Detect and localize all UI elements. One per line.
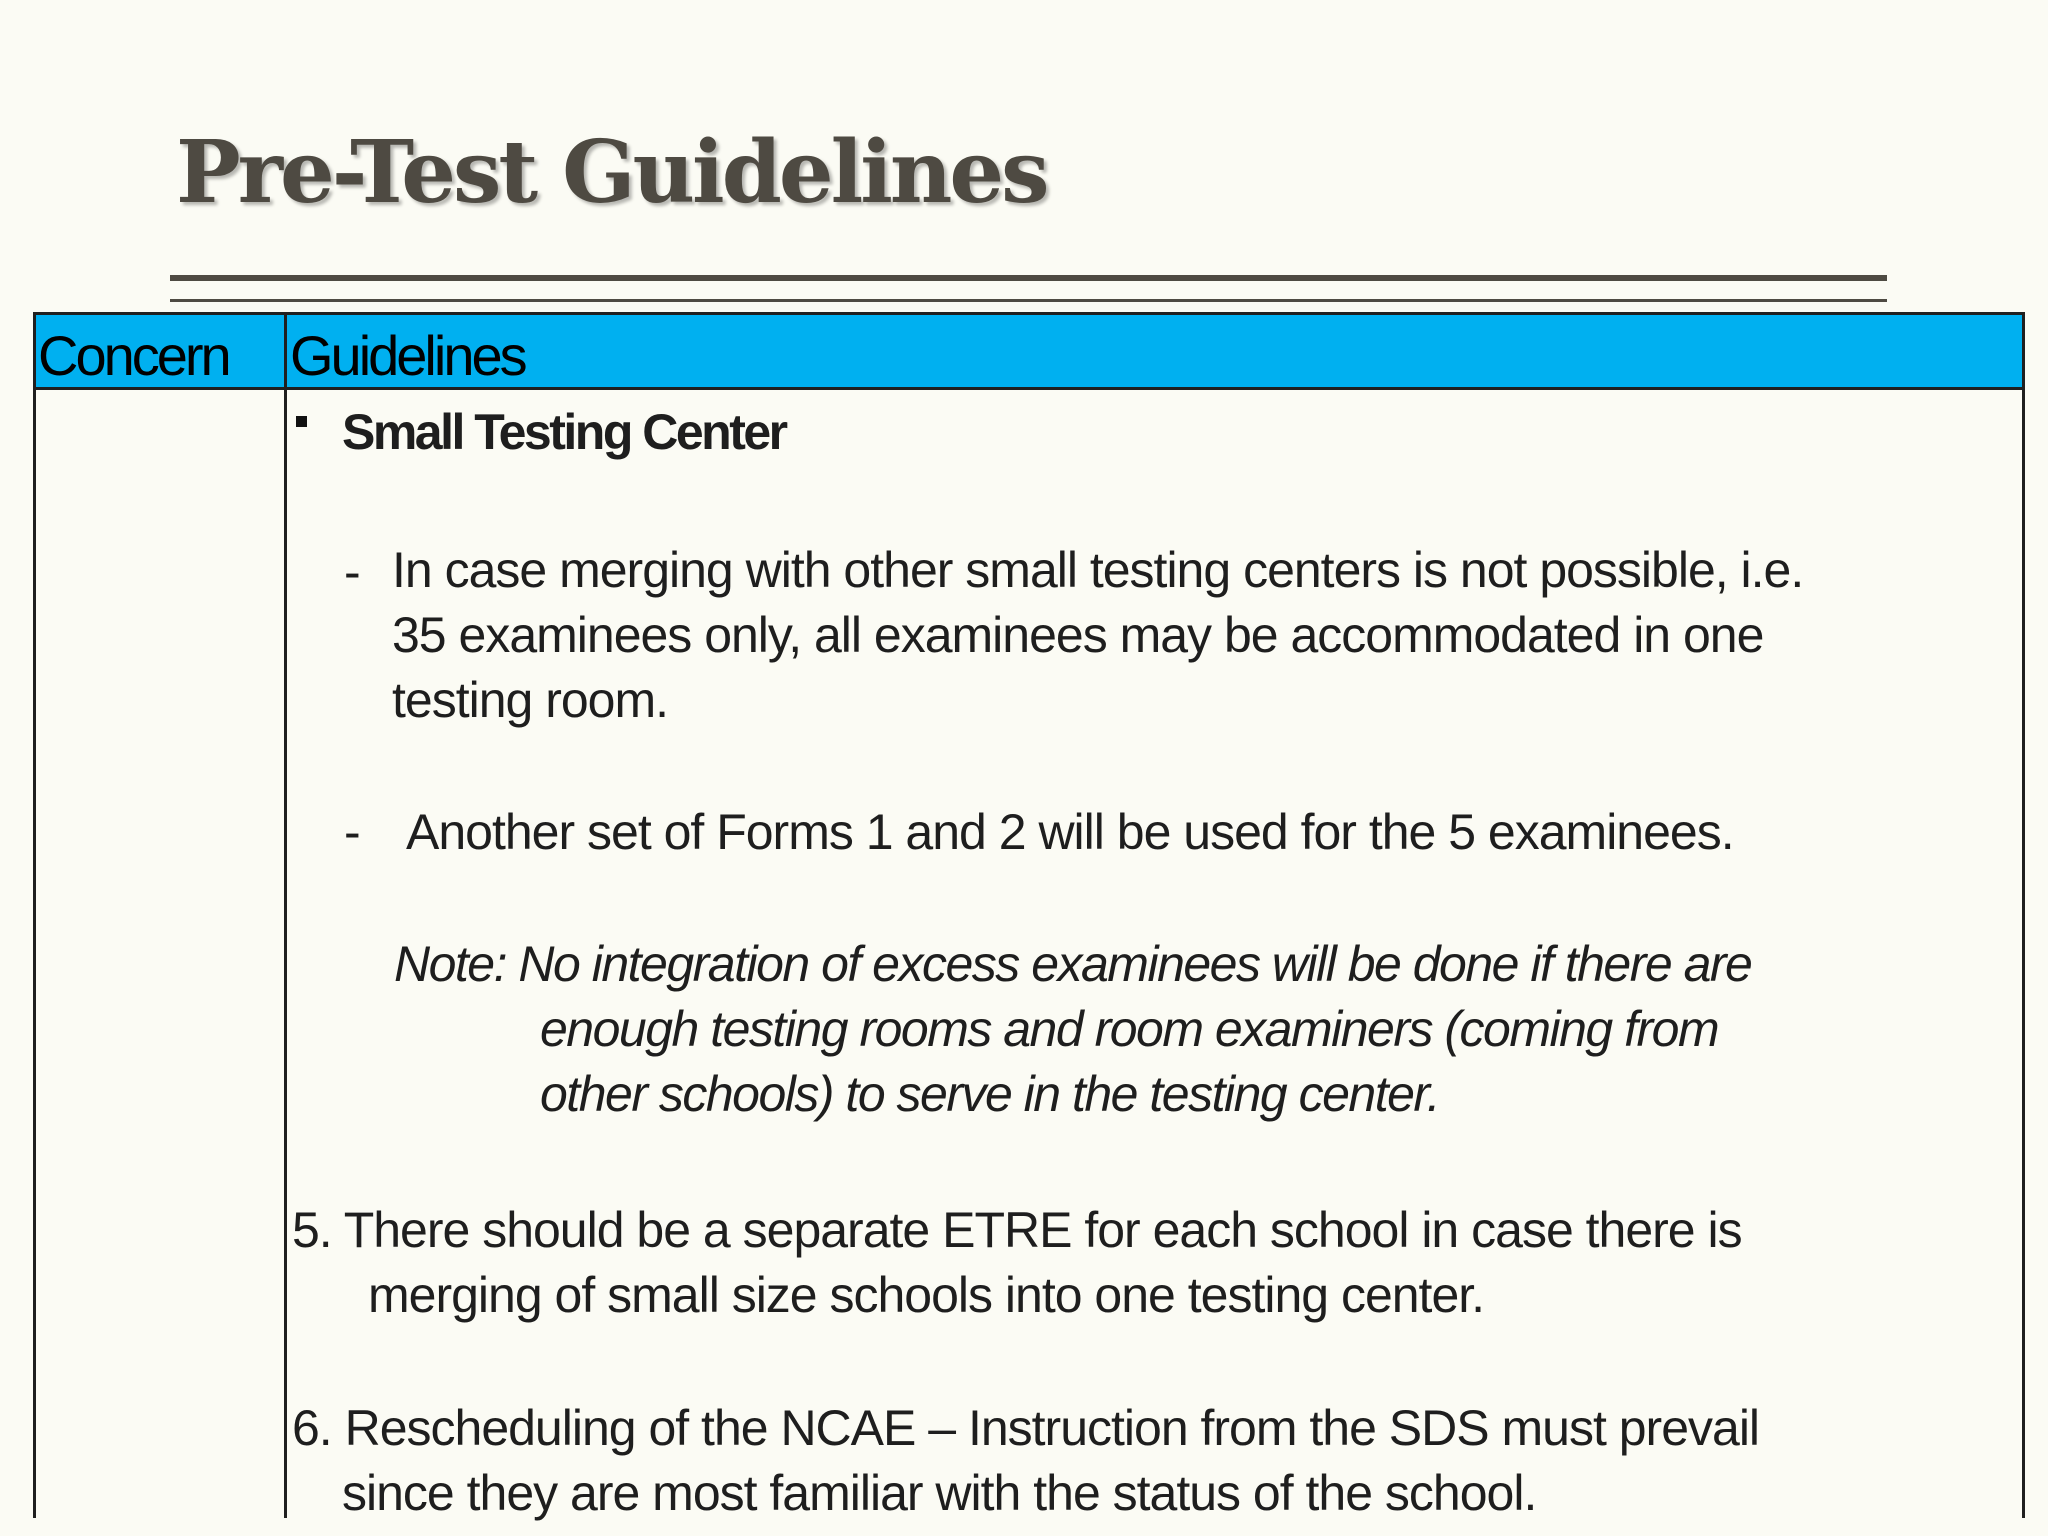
bullet-heading: Small Testing Center <box>342 404 786 460</box>
guideline-item-line: testing room. <box>392 672 669 728</box>
numbered-item-line: since they are most familiar with the status of the school. <box>342 1465 1537 1521</box>
note-line: enough testing rooms and room examiners (coming from <box>540 1001 1719 1057</box>
column-divider <box>284 312 287 1518</box>
header-concern: Concern <box>38 324 229 387</box>
guideline-item-line: In case merging with other small testing centers is not possible, i.e. <box>392 542 1804 598</box>
title-rule-thin <box>170 299 1887 302</box>
note-line: other schools) to serve in the testing center. <box>540 1066 1440 1122</box>
note-line: Note: No integration of excess examinees will be done if there are <box>394 936 1752 992</box>
dash-marker: - <box>344 544 361 600</box>
table-frame <box>33 312 2025 1518</box>
header-guidelines: Guidelines <box>290 324 525 387</box>
dash-marker: - <box>344 804 361 860</box>
numbered-item-line: 6. Rescheduling of the NCAE – Instruction from the SDS must prevail <box>292 1400 1760 1456</box>
title-rule-thick <box>170 275 1887 281</box>
numbered-item-line: 5. There should be a separate ETRE for each school in case there is <box>292 1202 1742 1258</box>
slide-title: Pre-Test Guidelines <box>176 122 1047 223</box>
guideline-item-line: 35 examinees only, all examinees may be accommodated in one <box>392 607 1764 663</box>
guideline-item-line: Another set of Forms 1 and 2 will be used for the 5 examinees. <box>406 804 1734 860</box>
numbered-item-line: merging of small size schools into one testing center. <box>368 1267 1485 1323</box>
square-bullet-icon <box>296 416 307 427</box>
